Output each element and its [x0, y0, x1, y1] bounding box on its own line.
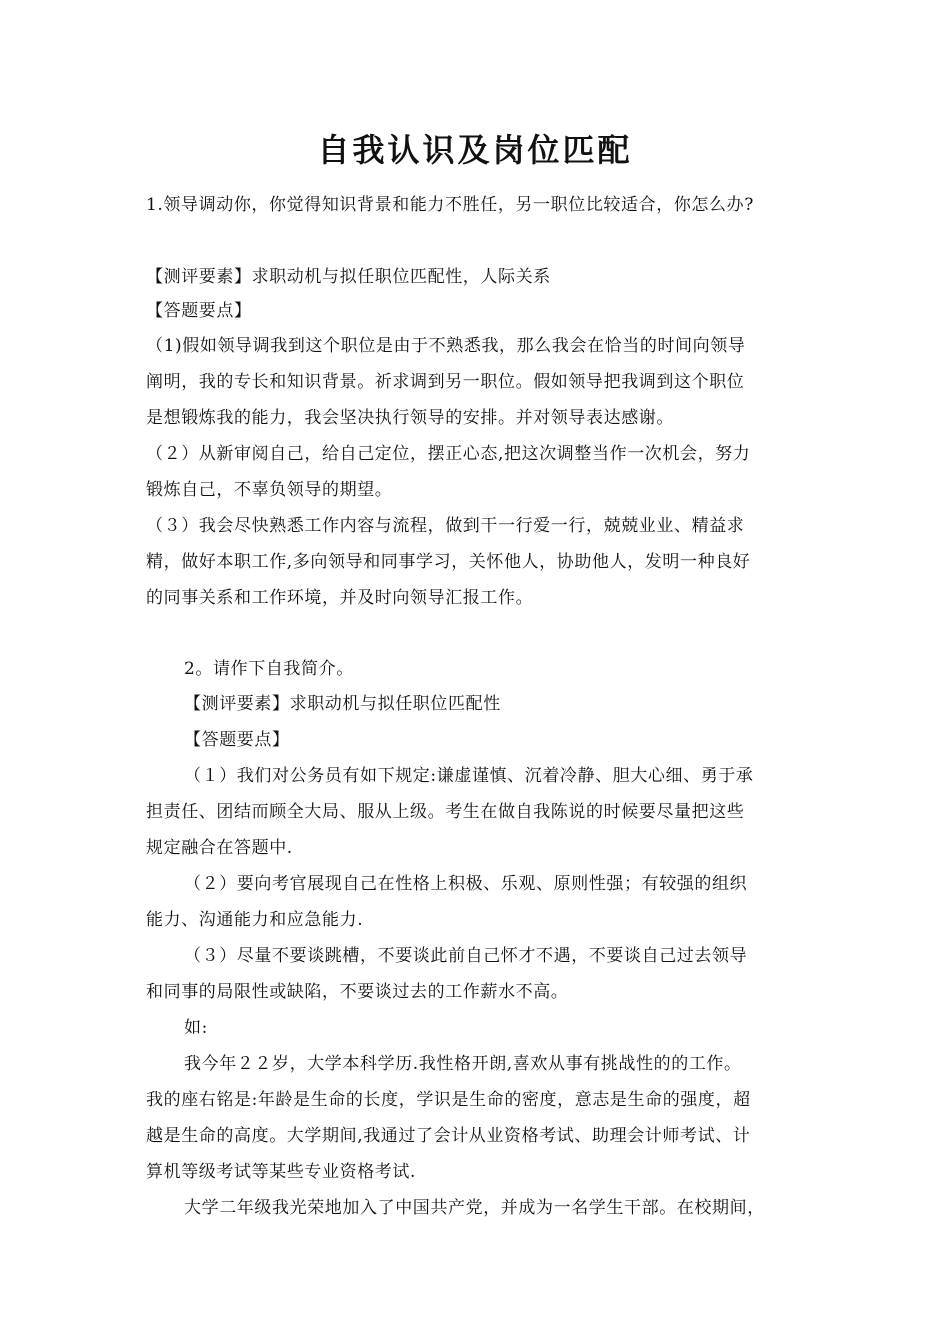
answer-points-heading-1: 【答题要点】 — [146, 301, 252, 321]
text-line: 规定融合在答题中. — [146, 838, 293, 858]
text-line: 越是生命的高度。大学期间,我通过了会计从业资格考试、助理会计师考试、计 — [146, 1126, 751, 1146]
text-line: （３）尽量不要谈跳槽，不要谈此前自己怀才不遇，不要谈自己过去领导 — [184, 946, 748, 966]
text-line: 担责任、团结而顾全大局、服从上级。考生在做自我陈说的时候要尽量把这些 — [146, 802, 745, 822]
text-line: 能力、沟通能力和应急能力. — [146, 910, 364, 930]
text-line: 我今年２２岁，大学本科学历.我性格开朗,喜欢从事有挑战性的的工作。 — [184, 1054, 742, 1074]
text-line: （３）我会尽快熟悉工作内容与流程，做到干一行爱一行，兢兢业业、精益求 — [146, 516, 745, 536]
evaluation-factors-1: 【测评要素】求职动机与拟任职位匹配性，人际关系 — [146, 267, 551, 287]
text-line: 算机等级考试等某些专业资格考试. — [146, 1162, 417, 1182]
text-line: 大学二年级我光荣地加入了中国共产党，并成为一名学生干部。在校期间， — [184, 1198, 765, 1218]
text-line: （1)假如领导调我到这个职位是由于不熟悉我，那么我会在恰当的时间向领导 — [146, 336, 746, 356]
text-line: （２）要向考官展现自己在性格上积极、乐观、原则性强；有较强的组织 — [184, 874, 748, 894]
question-2: 2。请作下自我简介。 — [184, 659, 354, 679]
text-line: 我的座右铭是:年龄是生命的长度，学识是生命的密度，意志是生命的强度，超 — [146, 1090, 751, 1110]
text-line: 锻炼自己，不辜负领导的期望。 — [146, 480, 393, 500]
answer-points-heading-2: 【答题要点】 — [184, 730, 290, 750]
question-1: 1.领导调动你，你觉得知识背景和能力不胜任，另一职位比较适合，你怎么办? — [146, 195, 754, 215]
evaluation-factors-2: 【测评要素】求职动机与拟任职位匹配性 — [184, 694, 501, 714]
text-line: 精，做好本职工作,多向领导和同事学习，关怀他人，协助他人，发明一种良好 — [146, 552, 751, 572]
text-line: 阐明，我的专长和知识背景。祈求调到另一职位。假如领导把我调到这个职位 — [146, 372, 745, 392]
text-line: 是想锻炼我的能力，我会坚决执行领导的安排。并对领导表达感谢。 — [146, 408, 674, 428]
page-title: 自我认识及岗位匹配 — [317, 131, 633, 169]
text-line: 和同事的局限性或缺陷，不要谈过去的工作薪水不高。 — [146, 982, 569, 1002]
text-line: 的同事关系和工作环境，并及时向领导汇报工作。 — [146, 588, 534, 608]
text-line: 如: — [184, 1018, 208, 1038]
text-line: （１）我们对公务员有如下规定:谦虚谨慎、沉着冷静、胆大心细、勇于承 — [184, 766, 754, 786]
text-line: （２）从新审阅自己，给自己定位，摆正心态,把这次调整当作一次机会，努力 — [146, 444, 751, 464]
